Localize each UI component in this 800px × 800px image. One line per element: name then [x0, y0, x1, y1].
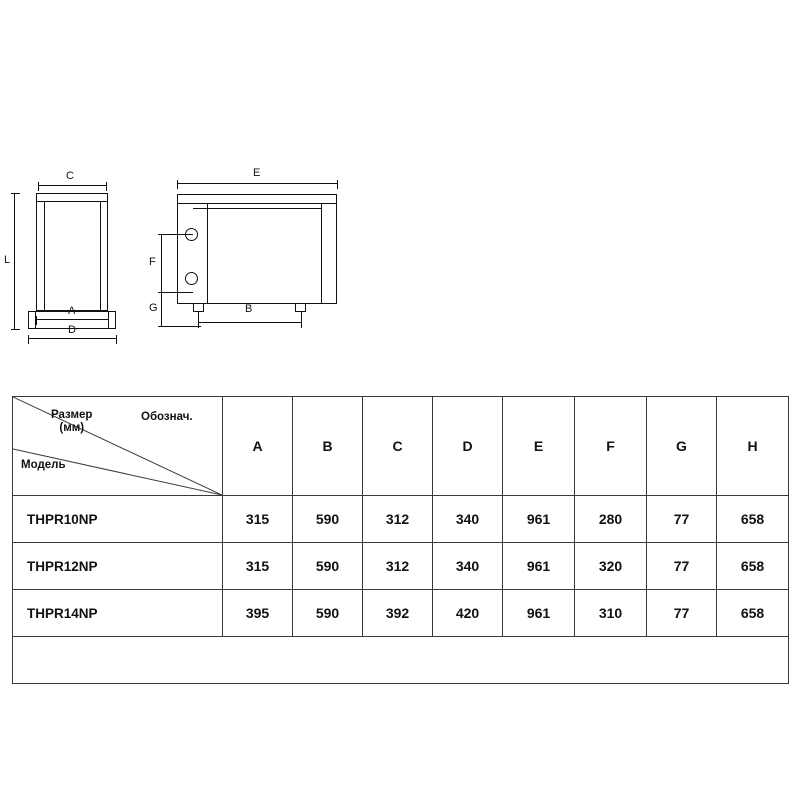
cell-1-a: 315 [223, 543, 293, 590]
dimension-label-d: D [68, 324, 76, 336]
cell-2-h: 658 [717, 590, 789, 637]
table-row [13, 590, 789, 637]
front-view-top-cap [177, 194, 337, 204]
cell-2-g: 77 [647, 590, 717, 637]
cell-0-d: 340 [433, 496, 503, 543]
dimension-label-l: L [4, 254, 11, 266]
column-header-h: H [717, 397, 789, 496]
cell-0-b: 590 [293, 496, 363, 543]
dimension-line-g [161, 292, 162, 326]
cell-1-h: 658 [717, 543, 789, 590]
column-header-b: B [293, 397, 363, 496]
cell-0-c: 312 [363, 496, 433, 543]
front-view-leg-left [193, 304, 204, 312]
cell-0-e: 961 [503, 496, 575, 543]
dimension-line-f [161, 234, 162, 292]
leader-line-g-bottom [161, 326, 201, 327]
cell-0-h: 658 [717, 496, 789, 543]
corner-designation-label: Обознач. [141, 411, 193, 423]
cell-1-f: 320 [575, 543, 647, 590]
front-view-port-lower [185, 272, 198, 285]
column-header-f: F [575, 397, 647, 496]
front-view-leg-right [295, 304, 306, 312]
cell-0-g: 77 [647, 496, 717, 543]
table-header-row [13, 397, 789, 496]
cell-2-f: 310 [575, 590, 647, 637]
side-view-drawing [4, 170, 128, 355]
row-model-1: THPR12NP [13, 543, 223, 590]
cell-2-b: 590 [293, 590, 363, 637]
cell-2-c: 392 [363, 590, 433, 637]
corner-size-label-line2: (мм) [59, 422, 85, 435]
cell-0-f: 280 [575, 496, 647, 543]
cell-1-b: 590 [293, 543, 363, 590]
dimension-label-a: A [68, 305, 76, 317]
cell-0-a: 315 [223, 496, 293, 543]
dimension-line-e [177, 183, 337, 184]
table-row [13, 496, 789, 543]
drawings-area [0, 0, 800, 390]
front-view-body [177, 194, 337, 304]
side-view-inner-edge-left [44, 202, 45, 311]
cell-2-e: 961 [503, 590, 575, 637]
front-view-panel-edge-left [207, 204, 208, 304]
table-row [13, 543, 789, 590]
dimension-label-b: B [245, 303, 253, 315]
front-view-upper-edge [193, 208, 321, 209]
dimension-line-a [36, 319, 108, 320]
cell-1-g: 77 [647, 543, 717, 590]
column-header-c: C [363, 397, 433, 496]
column-header-e: E [503, 397, 575, 496]
corner-model-label: Модель [21, 459, 66, 471]
dimension-label-c: C [66, 170, 74, 182]
row-model-2: THPR14NP [13, 590, 223, 637]
cell-1-c: 312 [363, 543, 433, 590]
corner-size-label [51, 409, 92, 435]
table-corner-header [13, 397, 223, 496]
dimension-line-l [14, 193, 15, 329]
dimension-line-c [38, 185, 106, 186]
dimension-label-g: G [149, 302, 158, 314]
dimension-label-e: E [253, 167, 261, 179]
dimension-line-b [198, 322, 301, 323]
side-view-inner-edge-right [100, 202, 101, 311]
cell-2-d: 420 [433, 590, 503, 637]
side-view-top-cap [36, 193, 108, 202]
front-view-drawing [145, 167, 365, 357]
table-bottom-spacer-row [13, 637, 789, 684]
dimensions-table-wrapper [12, 396, 788, 684]
cell-2-a: 395 [223, 590, 293, 637]
dimension-label-f: F [149, 256, 156, 268]
cell-1-d: 340 [433, 543, 503, 590]
front-view-panel-edge-right [321, 204, 322, 304]
cell-1-e: 961 [503, 543, 575, 590]
dimensions-table [12, 396, 789, 684]
side-view-body [36, 193, 108, 311]
column-header-a: A [223, 397, 293, 496]
column-header-d: D [433, 397, 503, 496]
row-model-0: THPR10NP [13, 496, 223, 543]
table-bottom-spacer-cell [13, 637, 789, 684]
dimension-line-d [28, 338, 116, 339]
corner-size-label-line1: Размер [51, 409, 93, 421]
column-header-g: G [647, 397, 717, 496]
